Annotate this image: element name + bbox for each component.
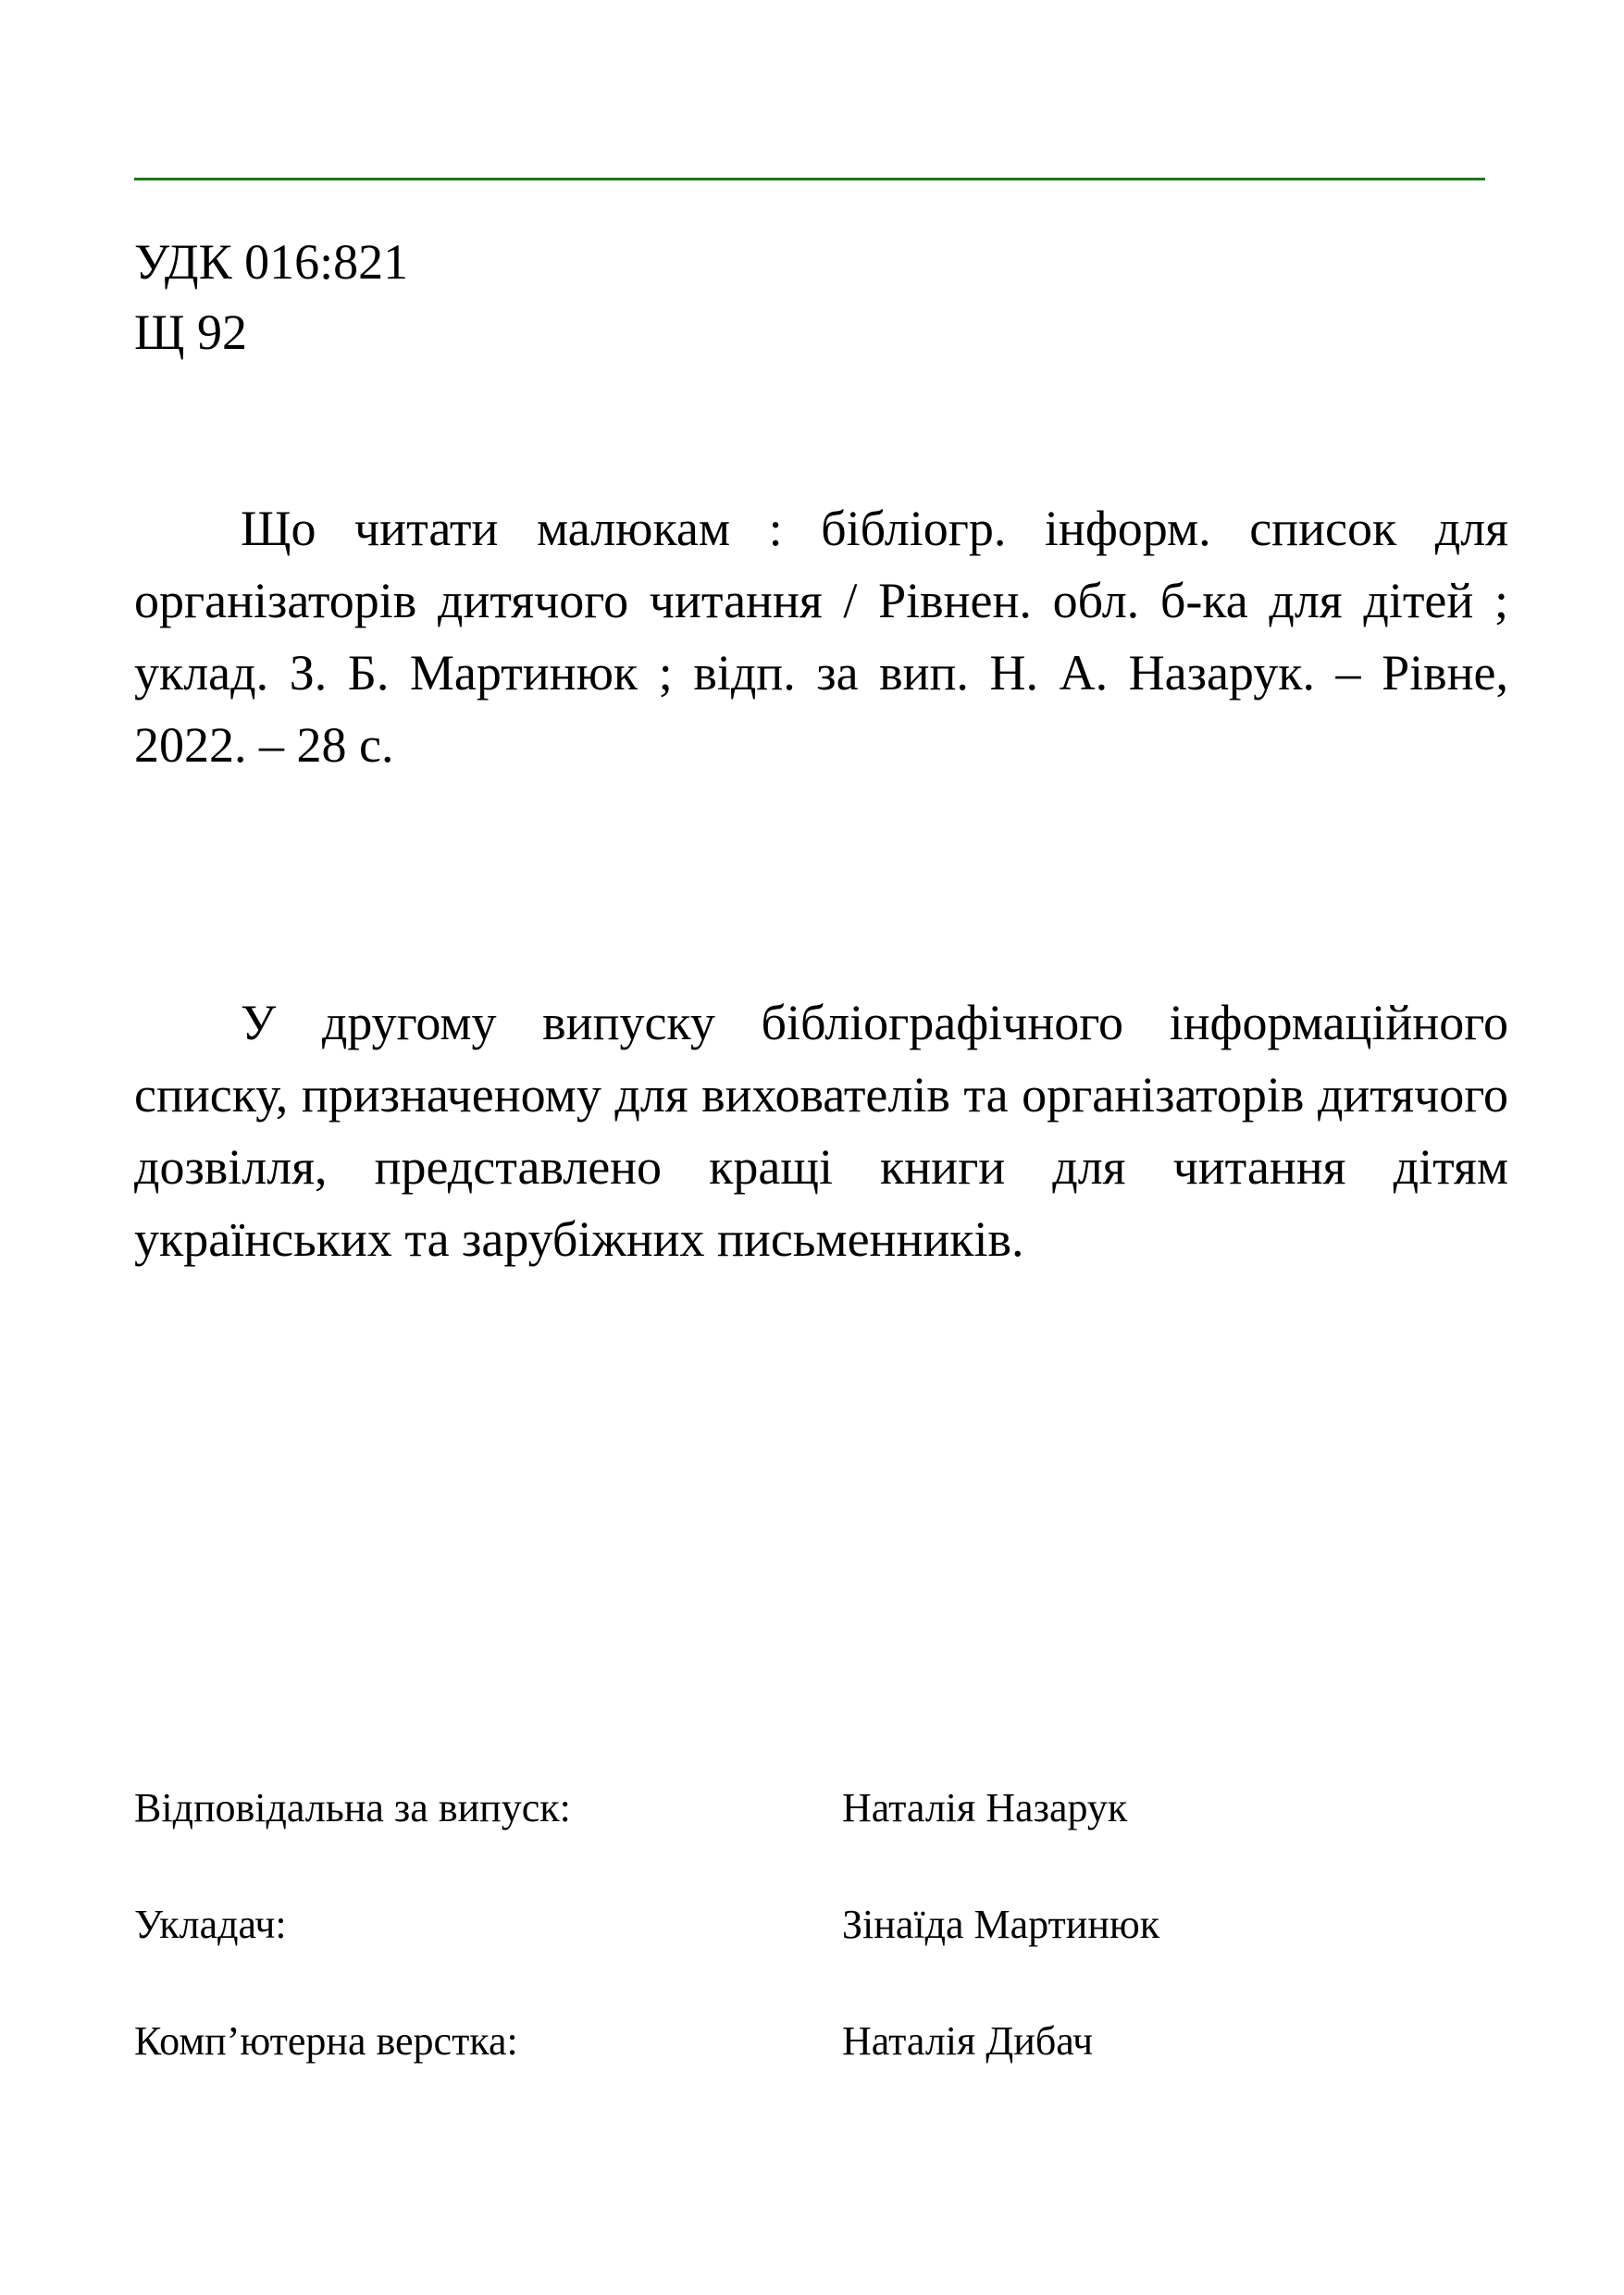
- bibliographic-record: Що читати малюкам : бібліогр. інформ. список для організаторів дитячого читання / Рівнен. обл. б-ка для дітей ; уклад. З. Б. Мартинюк ; відп. за вип. Н. А. Назарук. – Рівне, 2022. – 28 с.: [134, 501, 1508, 773]
- credit-role: Відповідальна за випуск:: [134, 1785, 571, 1830]
- author-mark: Щ 92: [134, 304, 247, 360]
- classification-block: [134, 227, 408, 367]
- credit-row-compiler: [134, 1901, 1485, 2017]
- top-divider: [134, 178, 1485, 180]
- credit-row-layout: [134, 2017, 1485, 2134]
- credit-row-editor: [134, 1784, 1485, 1901]
- credit-name: Наталія Назарук: [842, 1785, 1128, 1830]
- udc-code: УДК 016:821: [134, 234, 409, 290]
- credit-name: Наталія Дибач: [842, 2018, 1094, 2064]
- credits-block: [134, 1784, 1485, 2134]
- credit-role: Комп’ютерна верстка:: [134, 2018, 518, 2064]
- credit-name: Зінаїда Мартинюк: [842, 1902, 1160, 1947]
- annotation-text: У другому випуску бібліографічного інформаційного списку, призначеному для вихователів та організаторів дитячого дозвілля, представлено кращі книги для читання дітям українських та зарубіжних письменників.: [134, 995, 1508, 1267]
- credit-role: Укладач:: [134, 1902, 287, 1947]
